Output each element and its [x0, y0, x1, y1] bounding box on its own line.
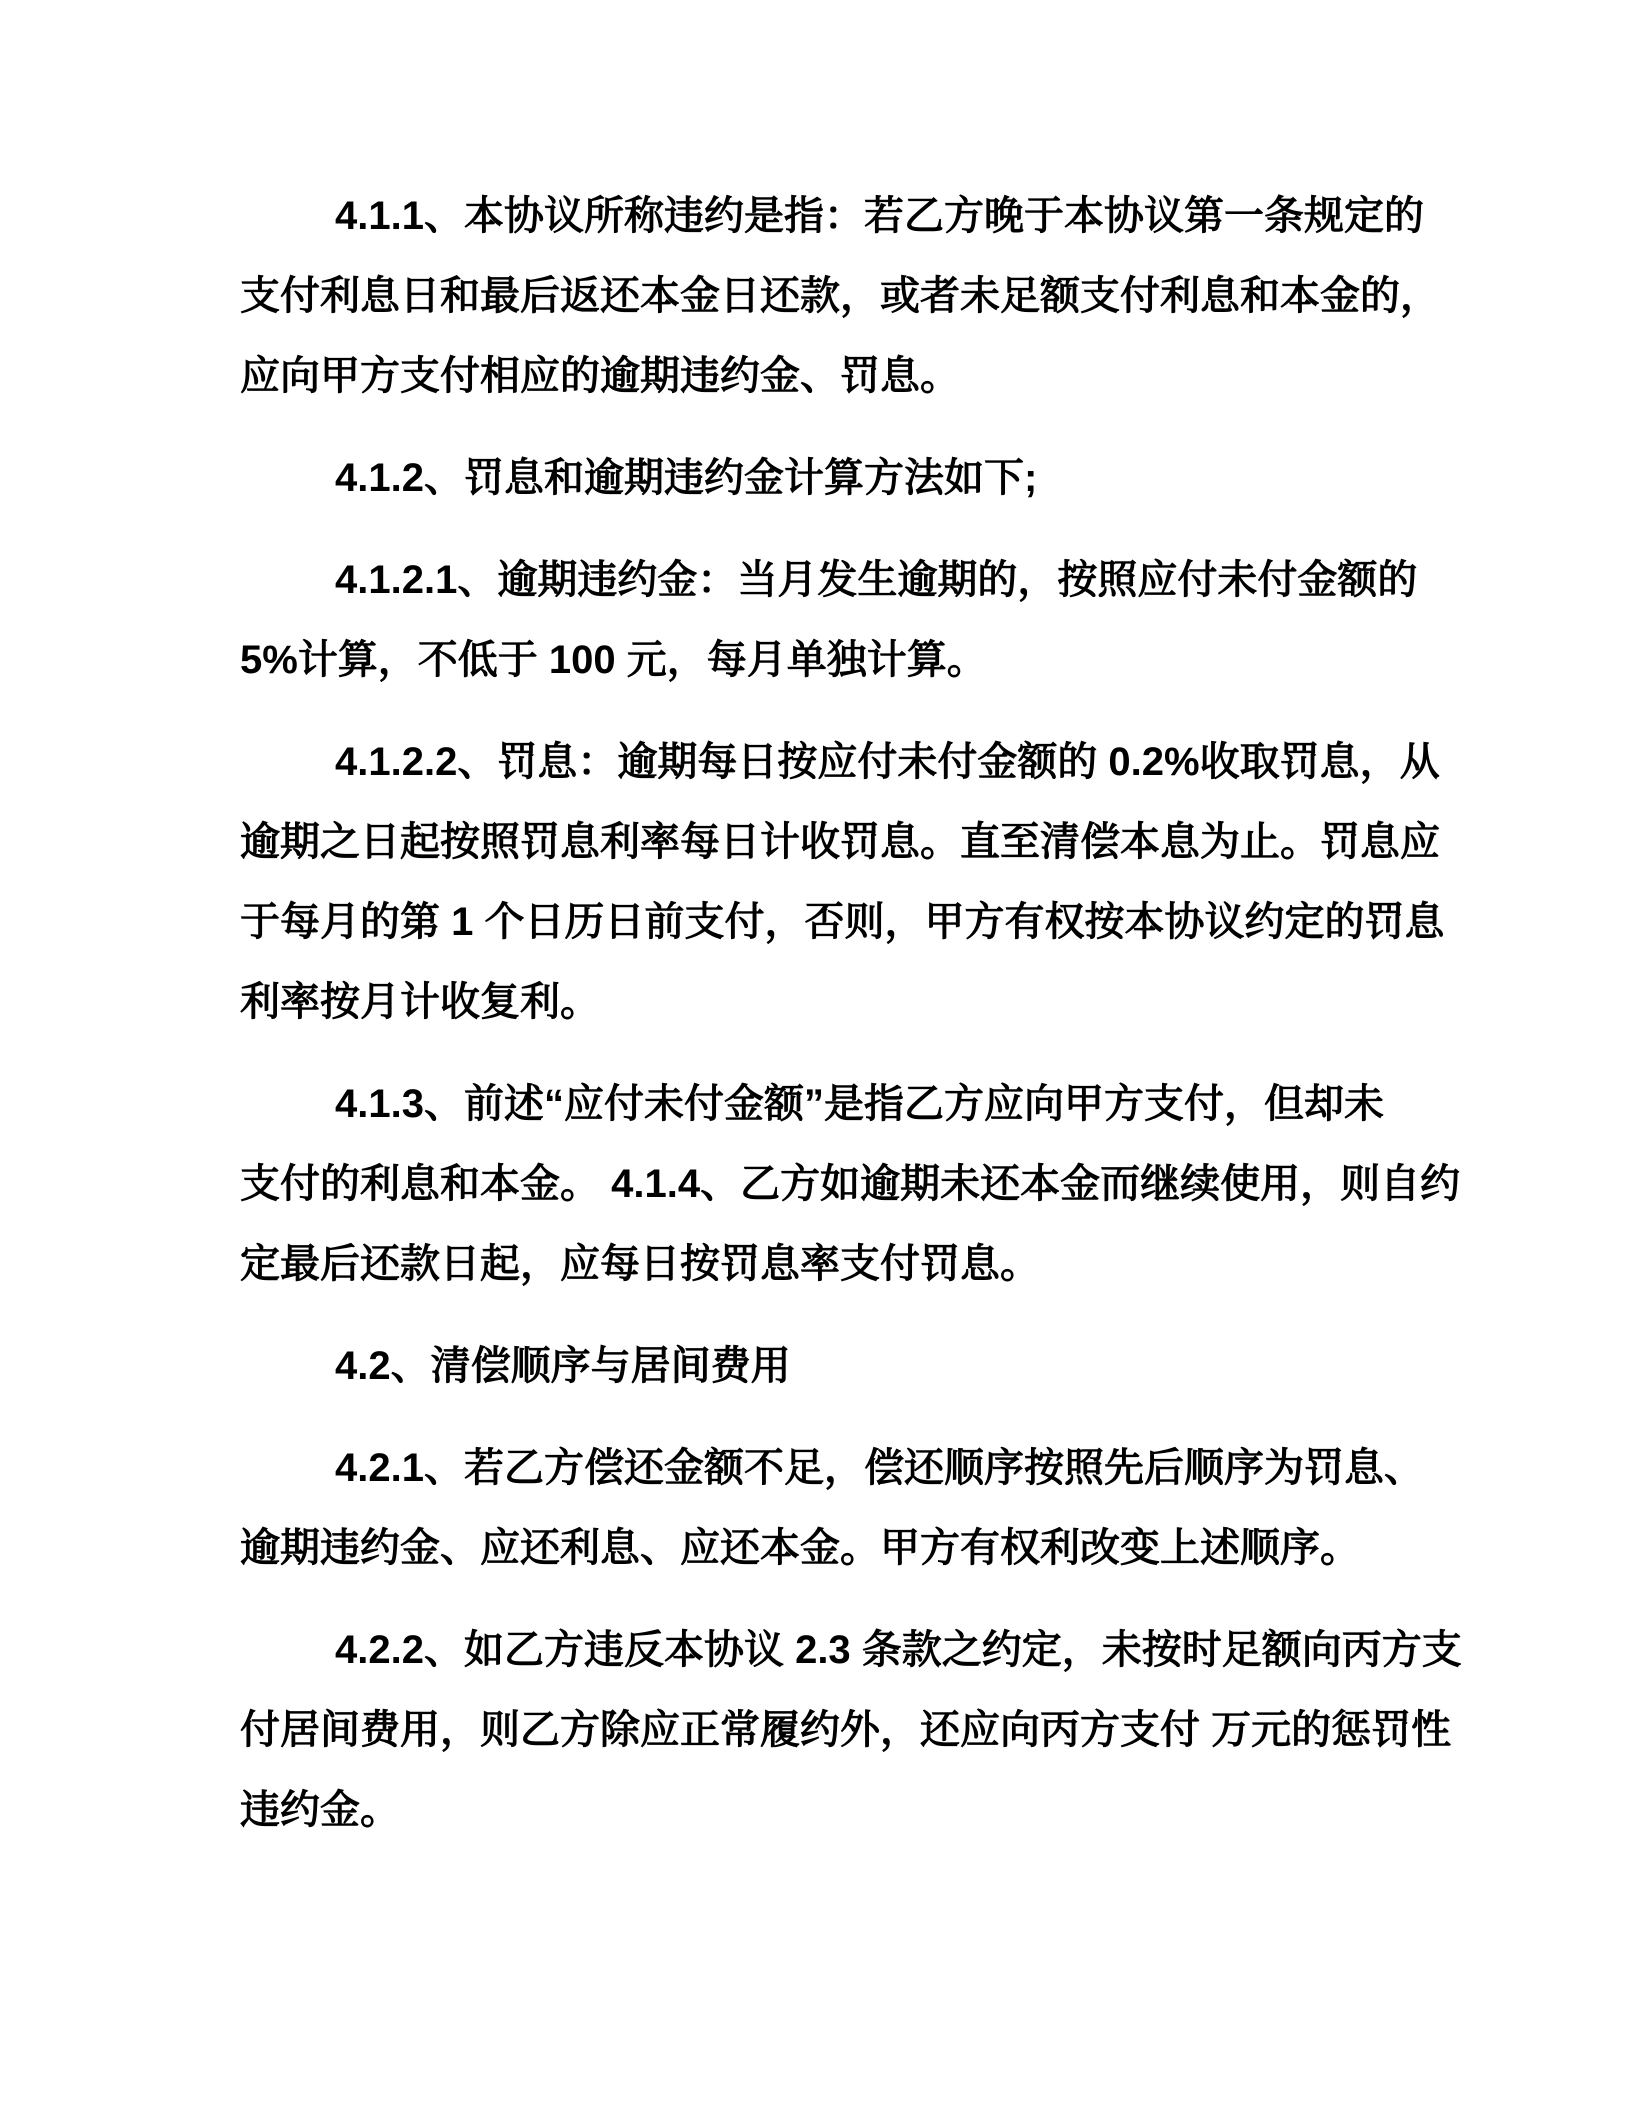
text-line: 4.2.2、如乙方违反本协议 2.3 条款之约定，未按时足额向丙方支	[335, 1628, 1462, 1672]
text-line: 支付利息日和最后返还本金日还款，或者未足额支付利息和本金的，	[240, 274, 1440, 318]
text-line: 应向甲方支付相应的逾期违约金、罚息。	[240, 354, 960, 398]
text-line: 违约金。	[240, 1788, 400, 1832]
contract-body-text	[240, 176, 1462, 1872]
clause-4-2-1	[240, 1428, 1424, 1588]
text-line: 4.1.1、本协议所称违约是指：若乙方晚于本协议第一条规定的	[335, 194, 1424, 238]
text-line: 4.1.2.1、逾期违约金：当月发生逾期的，按照应付未付金额的	[335, 558, 1418, 602]
text-line: 于每月的第 1 个日历日前支付，否则，甲方有权按本协议约定的罚息	[240, 900, 1445, 944]
text-line: 5%计算，不低于 100 元，每月单独计算。	[240, 638, 987, 682]
clause-4-1-2-2	[240, 722, 1445, 1042]
text-line: 4.1.2、罚息和逾期违约金计算方法如下;	[335, 456, 1038, 500]
text-line: 付居间费用，则乙方除应正常履约外，还应向丙方支付 万元的惩罚性	[240, 1708, 1452, 1752]
clause-4-2-2	[240, 1610, 1462, 1850]
clause-4-1-2	[240, 438, 1400, 518]
text-line: 逾期违约金、应还利息、应还本金。甲方有权利改变上述顺序。	[240, 1526, 1360, 1570]
text-line: 4.1.3、前述“应付未付金额”是指乙方应向甲方支付，但却未	[335, 1082, 1384, 1126]
clause-4-1-2-1	[240, 540, 1418, 700]
text-line: 利率按月计收复利。	[240, 980, 600, 1024]
text-line: 4.1.2.2、罚息：逾期每日按应付未付金额的 0.2%收取罚息，从	[335, 740, 1440, 784]
text-line: 定最后还款日起，应每日按罚息率支付罚息。	[240, 1242, 1040, 1286]
clause-4-1-3	[240, 1064, 1461, 1304]
clause-4-2	[240, 1326, 1400, 1406]
clause-4-1-1	[240, 176, 1440, 416]
text-line: 支付的利息和本金。 4.1.4、乙方如逾期未还本金而继续使用，则自约	[240, 1162, 1461, 1206]
text-line: 4.2、清偿顺序与居间费用	[335, 1344, 791, 1388]
text-line: 4.2.1、若乙方偿还金额不足，偿还顺序按照先后顺序为罚息、	[335, 1446, 1424, 1490]
text-line: 逾期之日起按照罚息利率每日计收罚息。直至清偿本息为止。罚息应	[240, 820, 1440, 864]
